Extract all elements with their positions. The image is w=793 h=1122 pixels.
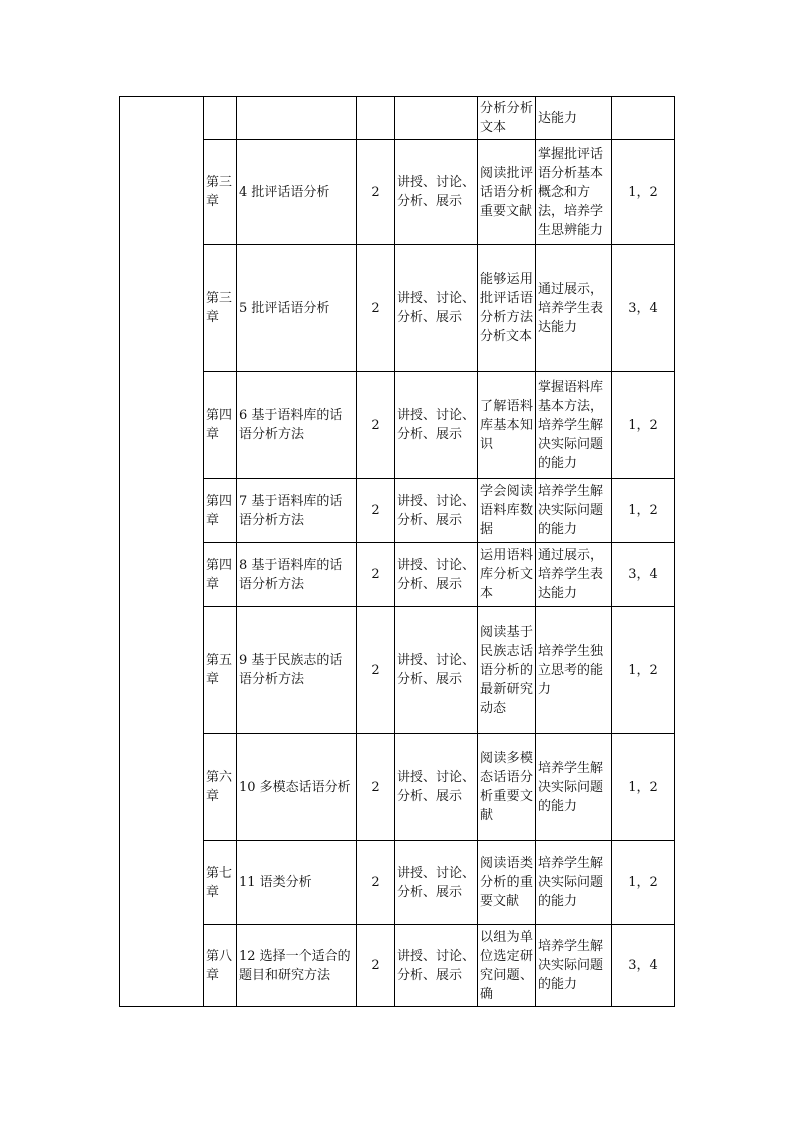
objective-cell: [612, 97, 675, 140]
task-cell: 阅读语类分析的重要文献: [478, 841, 536, 925]
method-cell: 讲授、讨论、分析、展示: [395, 925, 478, 1007]
objective-cell: 1，2: [612, 140, 675, 245]
topic-cell: 9 基于民族志的话语分析方法: [237, 607, 357, 734]
chapter-cell: 第三章: [204, 140, 237, 245]
goal-cell: 培养学生解决实际问题的能力: [536, 925, 612, 1007]
course-schedule-table: [119, 96, 675, 1007]
hours-cell: 2: [357, 140, 395, 245]
table-row: [120, 479, 675, 543]
method-cell: [395, 97, 478, 140]
goal-cell: 通过展示，培养学生表达能力: [536, 543, 612, 607]
hours-cell: [357, 97, 395, 140]
task-cell: 分析分析文本: [478, 97, 536, 140]
task-cell: 运用语料库分析文本: [478, 543, 536, 607]
chapter-cell: 第四章: [204, 372, 237, 479]
goal-cell: 培养学生解决实际问题的能力: [536, 841, 612, 925]
chapter-cell: 第六章: [204, 734, 237, 841]
objective-cell: 3，4: [612, 543, 675, 607]
chapter-cell: 第五章: [204, 607, 237, 734]
task-cell: 阅读批评话语分析重要文献: [478, 140, 536, 245]
hours-cell: 2: [357, 607, 395, 734]
chapter-cell: 第四章: [204, 479, 237, 543]
task-cell: 能够运用批评话语分析方法分析文本: [478, 245, 536, 372]
table-row: [120, 925, 675, 1007]
table-row: [120, 543, 675, 607]
table-row: [120, 140, 675, 245]
goal-cell: 掌握批评话语分析基本概念和方法，培养学生思辨能力: [536, 140, 612, 245]
topic-cell: 6 基于语料库的话语分析方法: [237, 372, 357, 479]
table-row: [120, 734, 675, 841]
objective-cell: 1，2: [612, 479, 675, 543]
method-cell: 讲授、讨论、分析、展示: [395, 479, 478, 543]
chapter-cell: 第八章: [204, 925, 237, 1007]
merged-left-cell: [120, 97, 204, 1007]
topic-cell: 10 多模态话语分析: [237, 734, 357, 841]
topic-cell: 5 批评话语分析: [237, 245, 357, 372]
table-row: [120, 372, 675, 479]
method-cell: 讲授、讨论、分析、展示: [395, 140, 478, 245]
topic-cell: 8 基于语料库的话语分析方法: [237, 543, 357, 607]
topic-cell: 7 基于语料库的话语分析方法: [237, 479, 357, 543]
goal-cell: 掌握语料库基本方法，培养学生解决实际问题的能力: [536, 372, 612, 479]
objective-cell: 1，2: [612, 841, 675, 925]
goal-cell: 培养学生独立思考的能力: [536, 607, 612, 734]
hours-cell: 2: [357, 925, 395, 1007]
objective-cell: 3，4: [612, 245, 675, 372]
objective-cell: 1，2: [612, 372, 675, 479]
objective-cell: 1，2: [612, 607, 675, 734]
task-cell: 了解语料库基本知识: [478, 372, 536, 479]
topic-cell: 11 语类分析: [237, 841, 357, 925]
method-cell: 讲授、讨论、分析、展示: [395, 734, 478, 841]
task-cell: 学会阅读语料库数据: [478, 479, 536, 543]
hours-cell: 2: [357, 543, 395, 607]
goal-cell: 培养学生解决实际问题的能力: [536, 734, 612, 841]
topic-cell: [237, 97, 357, 140]
table-row: [120, 841, 675, 925]
table-row: [120, 97, 675, 140]
topic-cell: 12 选择一个适合的题目和研究方法: [237, 925, 357, 1007]
hours-cell: 2: [357, 841, 395, 925]
method-cell: 讲授、讨论、分析、展示: [395, 372, 478, 479]
hours-cell: 2: [357, 245, 395, 372]
chapter-cell: 第四章: [204, 543, 237, 607]
method-cell: 讲授、讨论、分析、展示: [395, 543, 478, 607]
table-row: [120, 607, 675, 734]
objective-cell: 3，4: [612, 925, 675, 1007]
task-cell: 阅读基于民族志话语分析的最新研究动态: [478, 607, 536, 734]
hours-cell: 2: [357, 372, 395, 479]
hours-cell: 2: [357, 479, 395, 543]
method-cell: 讲授、讨论、分析、展示: [395, 607, 478, 734]
method-cell: 讲授、讨论、分析、展示: [395, 841, 478, 925]
chapter-cell: 第七章: [204, 841, 237, 925]
goal-cell: 通过展示，培养学生表达能力: [536, 245, 612, 372]
goal-cell: 达能力: [536, 97, 612, 140]
task-cell: 阅读多模态话语分析重要文献: [478, 734, 536, 841]
hours-cell: 2: [357, 734, 395, 841]
chapter-cell: [204, 97, 237, 140]
chapter-cell: 第三章: [204, 245, 237, 372]
goal-cell: 培养学生解决实际问题的能力: [536, 479, 612, 543]
objective-cell: 1，2: [612, 734, 675, 841]
topic-cell: 4 批评话语分析: [237, 140, 357, 245]
method-cell: 讲授、讨论、分析、展示: [395, 245, 478, 372]
table-row: [120, 245, 675, 372]
task-cell: 以组为单位选定研究问题、确: [478, 925, 536, 1007]
